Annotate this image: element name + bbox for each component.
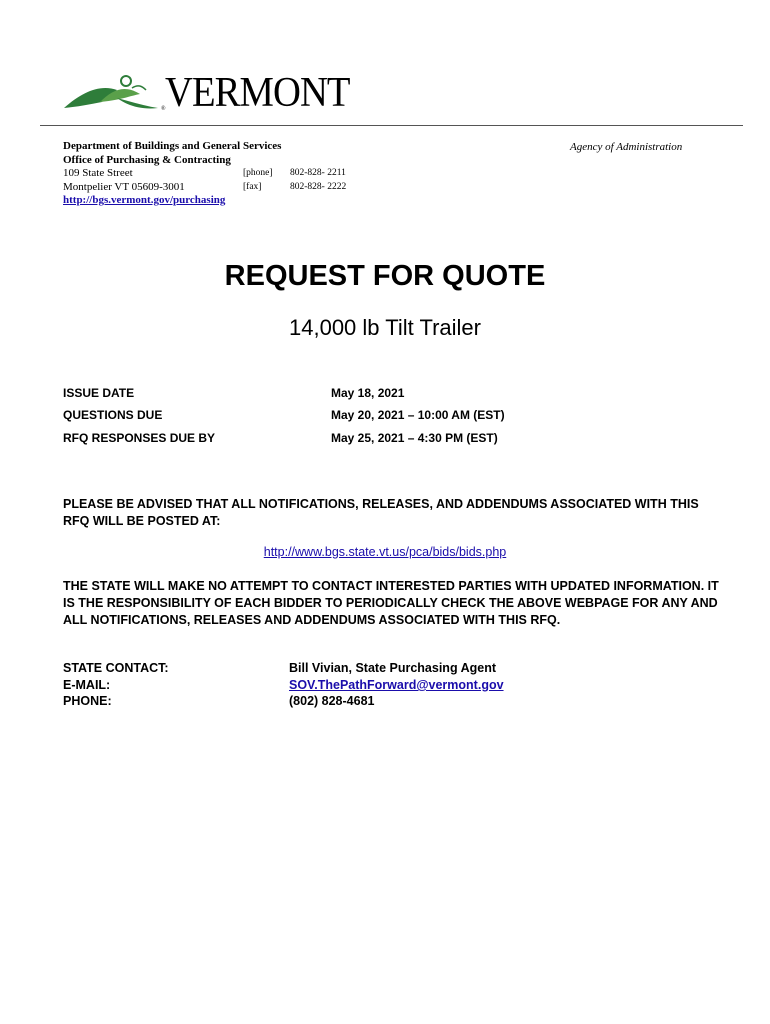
vermont-wordmark: VERMONT	[165, 70, 350, 116]
fax-label: [fax]	[243, 182, 262, 192]
email-label: E-MAIL:	[63, 678, 111, 692]
agency-name: Agency of Administration	[570, 141, 683, 153]
phone-label-contact: PHONE:	[63, 694, 112, 708]
questions-due-value: May 20, 2021 – 10:00 AM (EST)	[331, 408, 505, 422]
office-name: Office of Purchasing & Contracting	[63, 154, 231, 166]
page-subtitle: 14,000 lb Tilt Trailer	[289, 315, 481, 340]
issue-date-value: May 18, 2021	[331, 386, 405, 400]
responses-due-value: May 25, 2021 – 4:30 PM (EST)	[331, 431, 498, 445]
city-address: Montpelier VT 05609-3001	[63, 181, 185, 193]
questions-due-label: QUESTIONS DUE	[63, 408, 163, 422]
header-divider	[40, 125, 743, 126]
bids-page-link[interactable]: http://www.bgs.state.vt.us/pca/bids/bids.php	[263, 545, 507, 559]
page-title: REQUEST FOR QUOTE	[224, 260, 546, 292]
email-link[interactable]: SOV.ThePathForward@vermont.gov	[289, 678, 504, 692]
department-name: Department of Buildings and General Services	[63, 140, 282, 152]
state-contact-value: Bill Vivian, State Purchasing Agent	[289, 661, 496, 675]
phone-label: [phone]	[243, 168, 273, 178]
street-address: 109 State Street	[63, 167, 133, 179]
issue-date-label: ISSUE DATE	[63, 386, 135, 400]
fax-number: 802-828- 2222	[290, 182, 347, 192]
registered-mark: ®	[161, 106, 166, 112]
purchasing-link[interactable]: http://bgs.vermont.gov/purchasing	[63, 194, 226, 206]
phone-number: 802-828- 2211	[290, 168, 346, 178]
disclaimer-paragraph: THE STATE WILL MAKE NO ATTEMPT TO CONTACT INTERESTED PARTIES WITH UPDATED INFORMATION. IT IS THE RESPONSIBILITY OF EACH BIDDER TO PERIODICALLY CHECK THE ABOVE WEBPAGE FOR ANY AND ALL NOTIFICATIONS, RELEASES AND ADDENDUMS ASSOCIATED WITH THIS RFQ.	[63, 579, 719, 627]
responses-due-label: RFQ RESPONSES DUE BY	[63, 431, 216, 445]
phone-value-contact: (802) 828-4681	[289, 694, 375, 708]
posting-notice: PLEASE BE ADVISED THAT ALL NOTIFICATIONS, RELEASES, AND ADDENDUMS ASSOCIATED WITH THIS RFQ WILL BE POSTED AT:	[63, 497, 699, 528]
state-contact-label: STATE CONTACT:	[63, 661, 169, 675]
